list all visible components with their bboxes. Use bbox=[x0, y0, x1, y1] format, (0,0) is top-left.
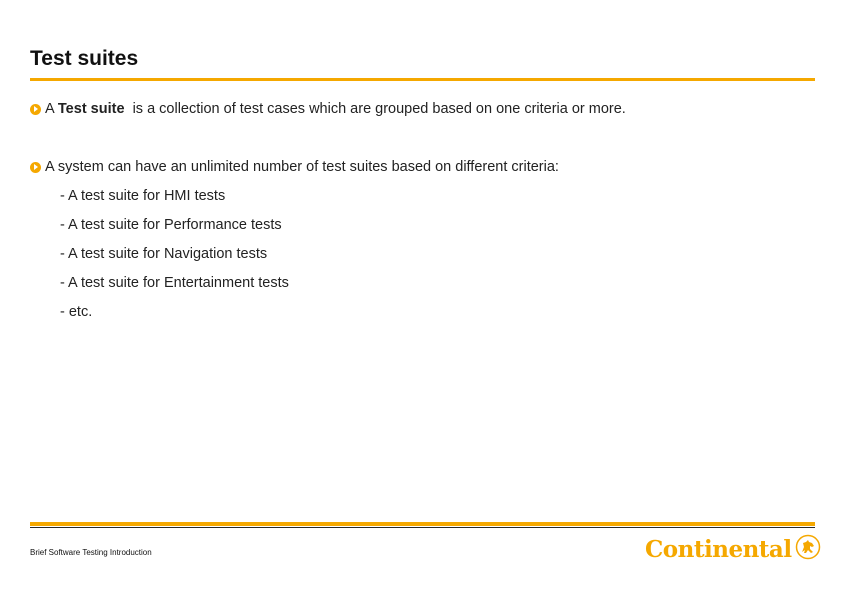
bullet-test-suite-definition bbox=[30, 101, 626, 117]
horse-emblem-icon bbox=[795, 534, 821, 565]
footer-divider-thin bbox=[30, 527, 815, 528]
footer-text: Brief Software Testing Introduction bbox=[30, 548, 152, 557]
bullet-term: Test suite bbox=[57, 101, 125, 117]
bullet-arrow-icon bbox=[30, 104, 41, 115]
bullet-definition: is a collection of test cases which are grouped based on one criteria or more. bbox=[124, 101, 626, 117]
bullet-arrow-icon bbox=[30, 162, 41, 173]
bullet-text: A system can have an unlimited number of test suites based on different criteria: bbox=[45, 159, 559, 175]
sub-item-navigation: - A test suite for Navigation tests bbox=[60, 246, 268, 262]
logo-wordmark: Continental bbox=[645, 536, 792, 563]
sub-item-hmi: - A test suite for HMI tests bbox=[60, 188, 226, 204]
slide-title: Test suites bbox=[30, 47, 139, 70]
sub-item-etc: - etc. bbox=[60, 304, 93, 320]
bullet-unlimited-suites bbox=[30, 159, 559, 175]
title-divider bbox=[30, 78, 815, 81]
continental-logo bbox=[645, 534, 821, 565]
bullet-prefix: A bbox=[45, 101, 58, 117]
footer-divider bbox=[30, 522, 815, 526]
sub-item-entertainment: - A test suite for Entertainment tests bbox=[60, 275, 289, 291]
sub-item-performance: - A test suite for Performance tests bbox=[60, 217, 282, 233]
